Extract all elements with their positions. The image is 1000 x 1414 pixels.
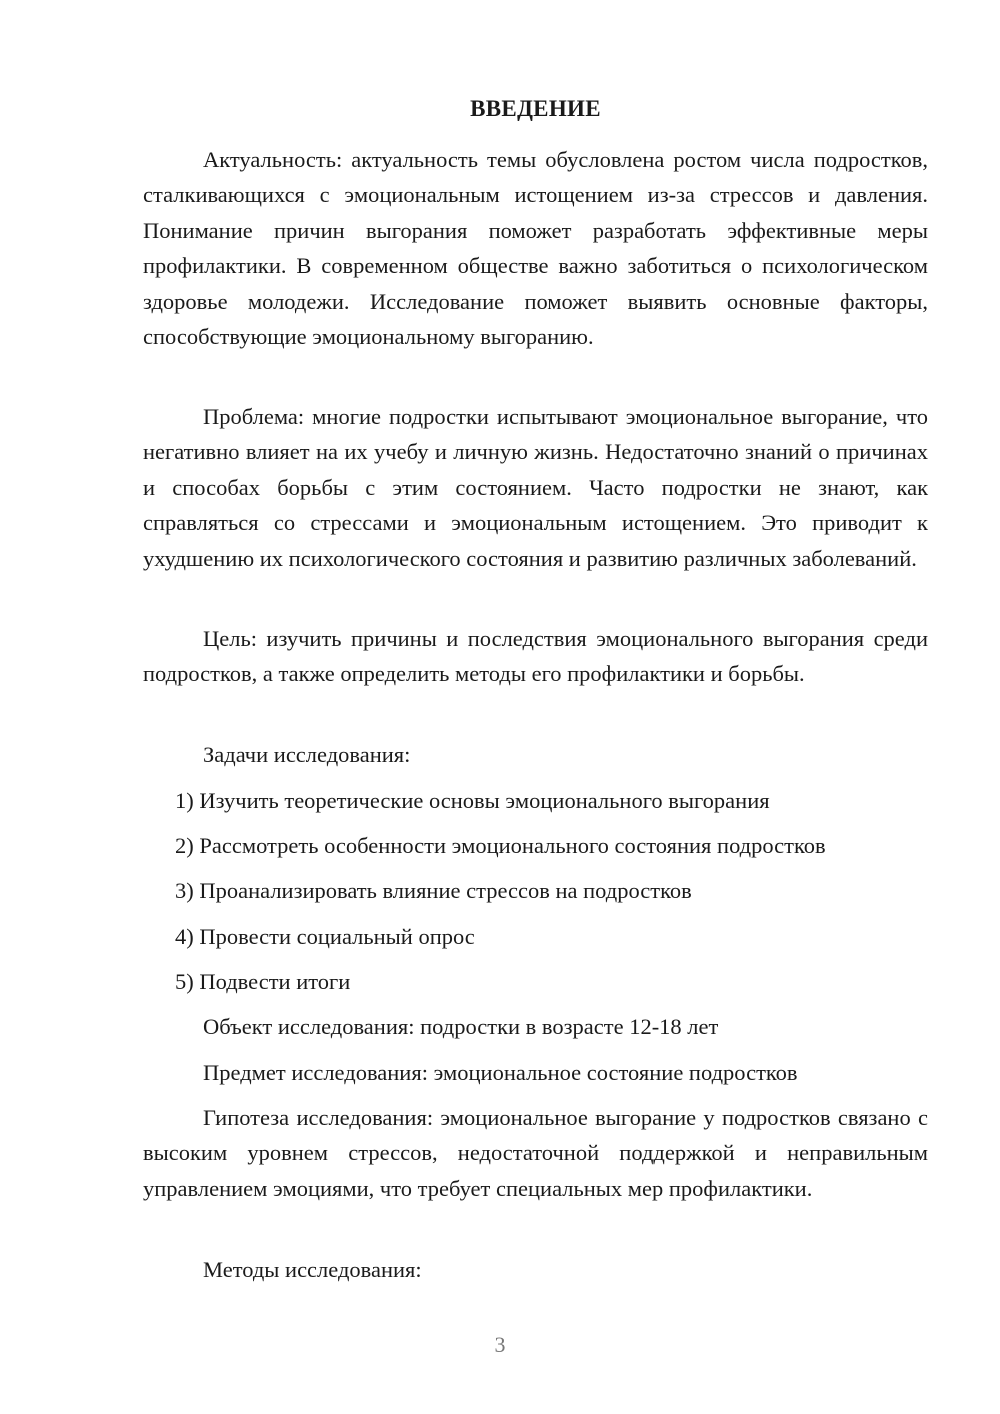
hypothesis-paragraph: Гипотеза исследования: эмоциональное выгорание у подростков связано с высоким уровнем стрессов, недостаточной поддержкой и неправильным управлением эмоциями, что требует специальных мер профилактики.	[143, 1105, 928, 1201]
list-item: 4) Провести социальный опрос	[175, 924, 475, 949]
list-item: 5) Подвести итоги	[175, 969, 351, 994]
list-item: 2) Рассмотреть особенности эмоционального состояния подростков	[175, 833, 826, 858]
research-subject: Предмет исследования: эмоциональное состояние подростков	[203, 1060, 798, 1085]
tasks-heading: Задачи исследования:	[203, 742, 411, 767]
methods-heading: Методы исследования:	[203, 1257, 422, 1282]
research-object: Объект исследования: подростки в возрасте 12-18 лет	[203, 1014, 719, 1039]
problem-paragraph: Проблема: многие подростки испытывают эмоциональное выгорание, что негативно влияет на их учебу и личную жизнь. Недостаточно знаний о причинах и способах борьбы с этим состоянием. Часто подростки не знают, как справляться со стрессами и эмоциональным истощением. Это приводит к ухудшению их психологического состояния и развитию различных заболеваний.	[143, 404, 928, 571]
page-number: 3	[494, 1332, 506, 1357]
list-item: 1) Изучить теоретические основы эмоционального выгорания	[175, 788, 770, 813]
relevance-paragraph: Актуальность: актуальность темы обусловлена ростом числа подростков, сталкивающихся с эмоциональным истощением из-за стрессов и давления. Понимание причин выгорания поможет разработать эффективные меры профилактики. В современном обществе важно заботиться о психологическом здоровье молодежи. Исследование поможет выявить основные факторы, способствующие эмоциональному выгоранию.	[143, 147, 928, 350]
page-title: ВВЕДЕНИЕ	[470, 96, 601, 121]
goal-paragraph: Цель: изучить причины и последствия эмоционального выгорания среди подростков, а также определить методы его профилактики и борьбы.	[143, 626, 928, 687]
list-item: 3) Проанализировать влияние стрессов на подростков	[175, 878, 692, 903]
